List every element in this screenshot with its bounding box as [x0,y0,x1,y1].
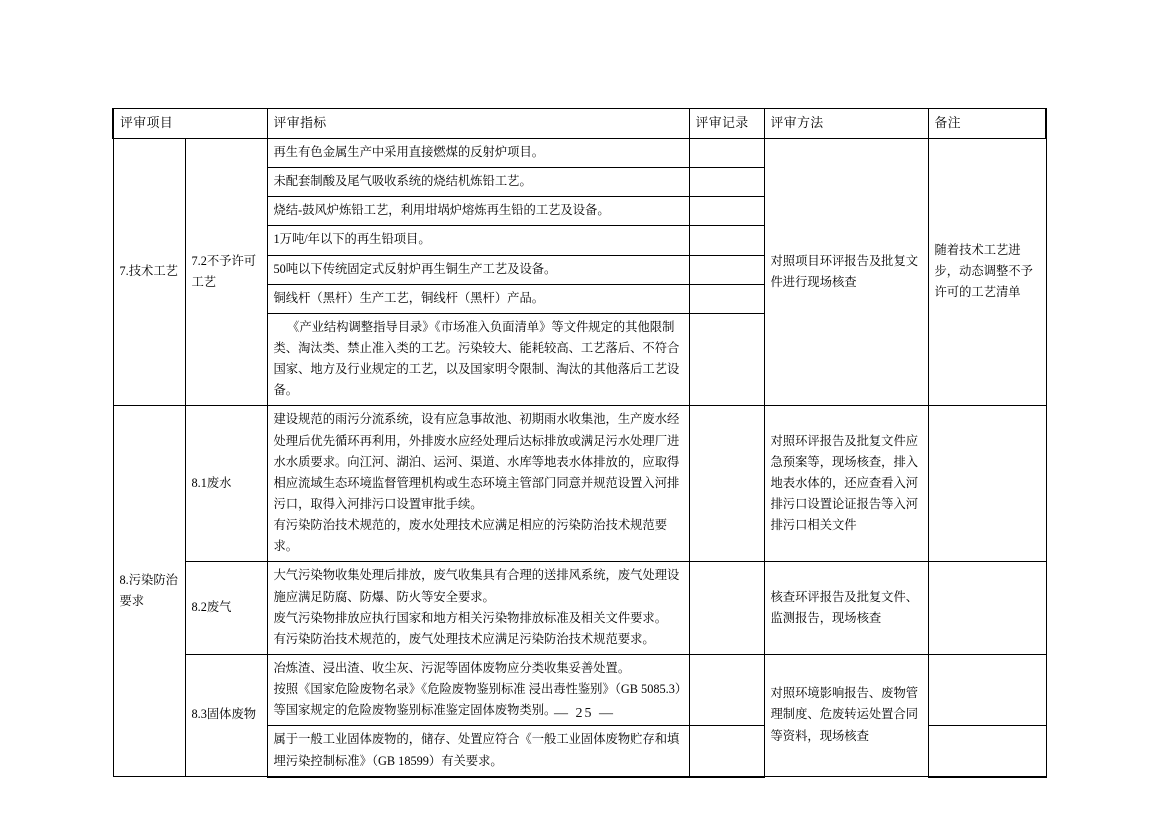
header-indicator: 评审指标 [267,109,689,139]
review-table [112,108,1047,778]
record-cell[interactable] [689,255,764,284]
record-cell[interactable] [689,726,764,777]
subcategory-cell-7-2: 7.2不予许可工艺 [185,139,267,406]
subcategory-cell-8-2: 8.2废气 [185,562,267,655]
record-cell[interactable] [689,197,764,226]
indicator-cell [267,313,689,406]
category-cell-7: 7.技术工艺 [113,139,185,406]
method-cell: 对照环境影响报告、废物管理制度、危废转运处置合同等资料，现场核查 [764,654,928,776]
indicator-paragraph: 建设规范的雨污分流系统，设有应急事故池、初期雨水收集池，生产废水经处理后优先循环再利用，外排废水应经处理后达标排放或满足污水处理厂进水水质要求。向江河、湖泊、运河、渠道、水库等地表水体排放的，应取得相应流域生态环境监督管理机构或生态环境主管部门同意并规范设置入河排污口，取得入河排污口设置审批手续。 [273,412,680,511]
indicator-paragraph: 有污染防治技术规范的，废气处理技术应满足污染防治技术规范要求。 [273,631,655,646]
record-cell[interactable] [689,313,764,406]
table-row [113,562,1046,655]
method-cell: 对照项目环评报告及批复文件进行现场核查 [764,139,928,406]
remark-cell [928,562,1046,655]
remark-cell [928,406,1046,562]
indicator-paragraph: 废气污染物排放应执行国家和地方相关污染物排放标准及相关文件要求。 [273,610,668,625]
header-record: 评审记录 [689,109,764,139]
remark-cell: 随着技术工艺进步，动态调整不予许可的工艺清单 [928,139,1046,406]
remark-cell [928,726,1046,777]
header-remark: 备注 [928,109,1046,139]
indicator-cell: 烧结-鼓风炉炼铅工艺，利用坩埚炉熔炼再生铅的工艺及设备。 [267,197,689,226]
subcategory-cell-8-3: 8.3固体废物 [185,654,267,776]
table-row [113,406,1046,562]
method-cell: 对照环评报告及批复文件应急预案等，现场核查，排入地表水体的，还应查看入河排污口设置论证报告等入河排污口相关文件 [764,406,928,562]
indicator-cell [267,562,689,655]
record-cell[interactable] [689,226,764,255]
indicator-cell [267,726,689,777]
indicator-cell: 铜线杆（黑杆）生产工艺，铜线杆（黑杆）产品。 [267,284,689,313]
indicator-cell [267,406,689,562]
subcategory-cell-8-1: 8.1废水 [185,406,267,562]
indicator-paragraph: 《产业结构调整指导目录》《市场准入负面清单》等文件规定的其他限制类、淘汰类、禁止准入类的工艺。污染较大、能耗较高、工艺落后、不符合国家、地方及行业规定的工艺，以及国家明令限制、淘汰的其他落后工艺设备。 [273,319,680,398]
method-cell: 核查环评报告及批复文件、监测报告，现场核查 [764,562,928,655]
indicator-paragraph: 大气污染物收集处理后排放，废气收集具有合理的送排风系统，废气处理设施应满足防腐、防爆、防火等安全要求。 [273,568,680,604]
review-table-container [112,108,1045,778]
record-cell[interactable] [689,562,764,655]
table-row [113,139,1046,168]
page-number: — 25 — [554,706,615,721]
indicator-paragraph: 属于一般工业固体废物的，储存、处置应符合《一般工业固体废物贮存和填埋污染控制标准》（GB 18599）有关要求。 [273,732,680,768]
indicator-cell: 50吨以下传统固定式反射炉再生铜生产工艺及设备。 [267,255,689,284]
header-item: 评审项目 [113,109,267,139]
table-header-row [113,109,1046,139]
indicator-paragraph: 冶炼渣、浸出渣、收尘灰、污泥等固体废物应分类收集妥善处置。 [273,660,631,675]
record-cell[interactable] [689,168,764,197]
indicator-paragraph: 有污染防治技术规范的，废水处理技术应满足相应的污染防治技术规范要求。 [273,518,668,554]
indicator-cell: 未配套制酸及尾气吸收系统的烧结机炼铅工艺。 [267,168,689,197]
indicator-cell: 1万吨/年以下的再生铅项目。 [267,226,689,255]
record-cell[interactable] [689,139,764,168]
category-cell-8: 8.污染防治要求 [113,406,185,777]
indicator-cell: 再生有色金属生产中采用直接燃煤的反射炉项目。 [267,139,689,168]
record-cell[interactable] [689,284,764,313]
indicator-paragraph: 按照《国家危险废物名录》《危险废物鉴别标准 浸出毒性鉴别》（GB 5085.3）等国家规定的危险废物鉴别标准鉴定固体废物类别。 [273,682,682,718]
record-cell[interactable] [689,406,764,562]
table-body [113,139,1046,777]
header-method: 评审方法 [764,109,928,139]
